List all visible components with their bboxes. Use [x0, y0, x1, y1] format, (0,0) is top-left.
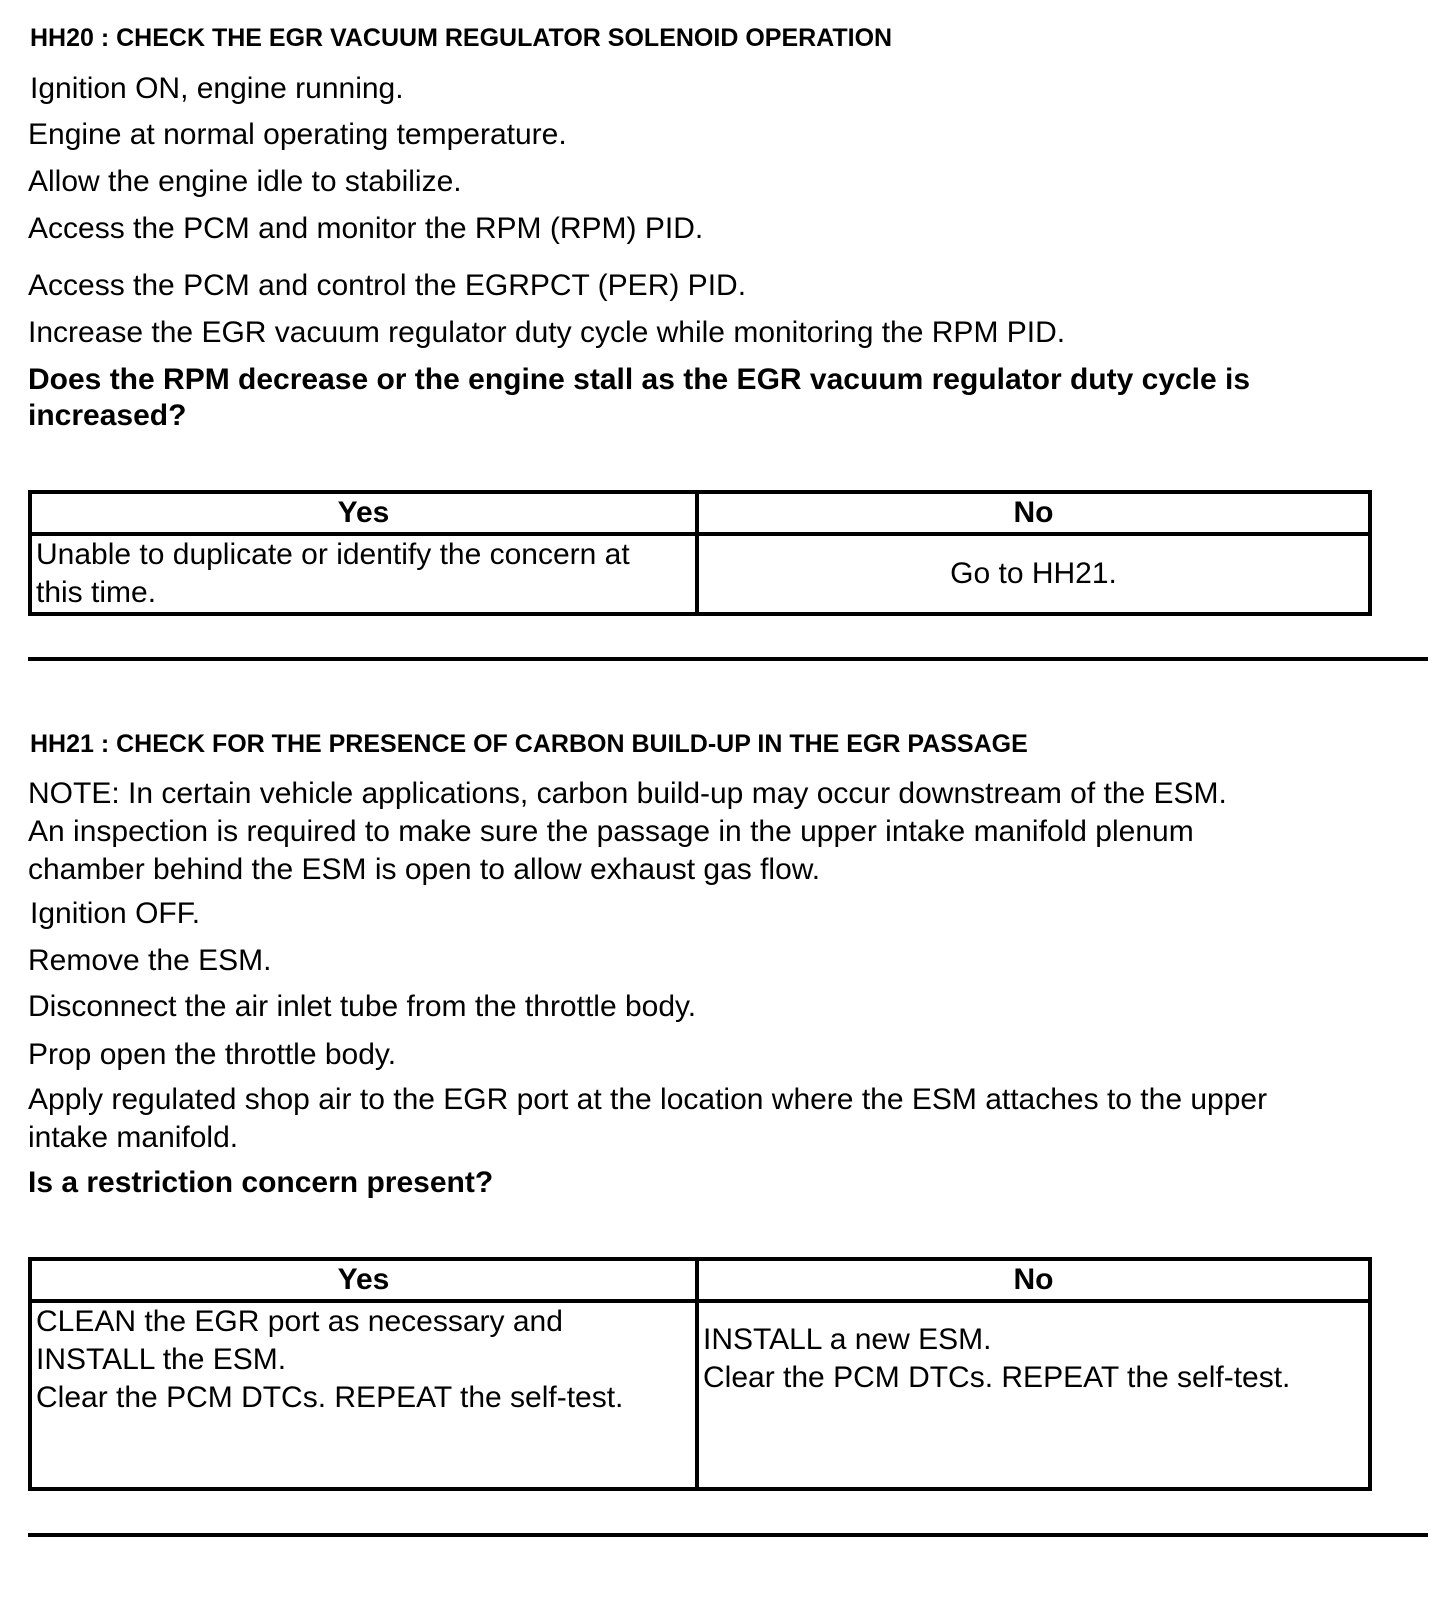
hh20-heading: HH20 : CHECK THE EGR VACUUM REGULATOR SOLENOID OPERATION [30, 24, 893, 52]
yes-line: INSTALL the ESM. [36, 1343, 287, 1376]
note-line: chamber behind the ESM is open to allow exhaust gas flow. [28, 853, 821, 886]
hh21-step-2: Remove the ESM. [28, 944, 272, 977]
hh21-heading: HH21 : CHECK FOR THE PRESENCE OF CARBON BUILD-UP IN THE EGR PASSAGE [30, 730, 1028, 758]
apply-line: intake manifold. [28, 1121, 239, 1154]
hh21-step-4: Prop open the throttle body. [28, 1038, 397, 1071]
yes-cell [30, 1301, 697, 1489]
hh20-step-4: Access the PCM and monitor the RPM (RPM) PID. [28, 212, 704, 245]
no-line: Go to HH21. [950, 557, 1117, 590]
section-divider [28, 1533, 1428, 1537]
note-line: NOTE: In certain vehicle applications, carbon build-up may occur downstream of the ESM. [28, 777, 1227, 810]
hh20-step-3: Allow the engine idle to stabilize. [28, 165, 462, 198]
hh20-step-2: Engine at normal operating temperature. [28, 118, 567, 151]
hh20-question: Does the RPM decrease or the engine stall as the EGR vacuum regulator duty cycle is increased? [28, 363, 1251, 432]
hh20-decision-table [28, 490, 1372, 616]
hh20-step-1: Ignition ON, engine running. [30, 72, 404, 105]
note-line: An inspection is required to make sure the passage in the upper intake manifold plenum [28, 815, 1194, 848]
yes-line: Unable to duplicate or identify the concern at [36, 538, 630, 571]
hh20-step-6: Increase the EGR vacuum regulator duty cycle while monitoring the RPM PID. [28, 316, 1066, 349]
yes-line: Clear the PCM DTCs. REPEAT the self-test. [36, 1381, 624, 1414]
no-line: Clear the PCM DTCs. REPEAT the self-test. [703, 1361, 1291, 1394]
yes-header: Yes [30, 492, 697, 534]
no-line: INSTALL a new ESM. [703, 1323, 992, 1356]
section-divider [28, 657, 1428, 661]
no-cell [697, 534, 1370, 614]
apply-line: Apply regulated shop air to the EGR port at the location where the ESM attaches to the upper [28, 1083, 1268, 1116]
no-header: No [697, 1259, 1370, 1301]
hh21-step-3: Disconnect the air inlet tube from the throttle body. [28, 990, 697, 1023]
hh21-step-1: Ignition OFF. [30, 897, 201, 930]
hh21-apply-step [28, 1081, 1438, 1157]
yes-line: this time. [36, 576, 157, 609]
hh21-note [28, 775, 1428, 889]
hh21-question: Is a restriction concern present? [28, 1166, 494, 1199]
yes-header: Yes [30, 1259, 697, 1301]
no-cell [697, 1301, 1370, 1489]
table-header-row [30, 492, 1370, 534]
table-header-row [30, 1259, 1370, 1301]
table-row [30, 534, 1370, 614]
no-header: No [697, 492, 1370, 534]
yes-line: CLEAN the EGR port as necessary and [36, 1305, 563, 1338]
hh21-decision-table [28, 1257, 1372, 1491]
hh20-step-5: Access the PCM and control the EGRPCT (PER) PID. [28, 269, 747, 302]
table-row [30, 1301, 1370, 1489]
yes-cell [30, 534, 697, 614]
